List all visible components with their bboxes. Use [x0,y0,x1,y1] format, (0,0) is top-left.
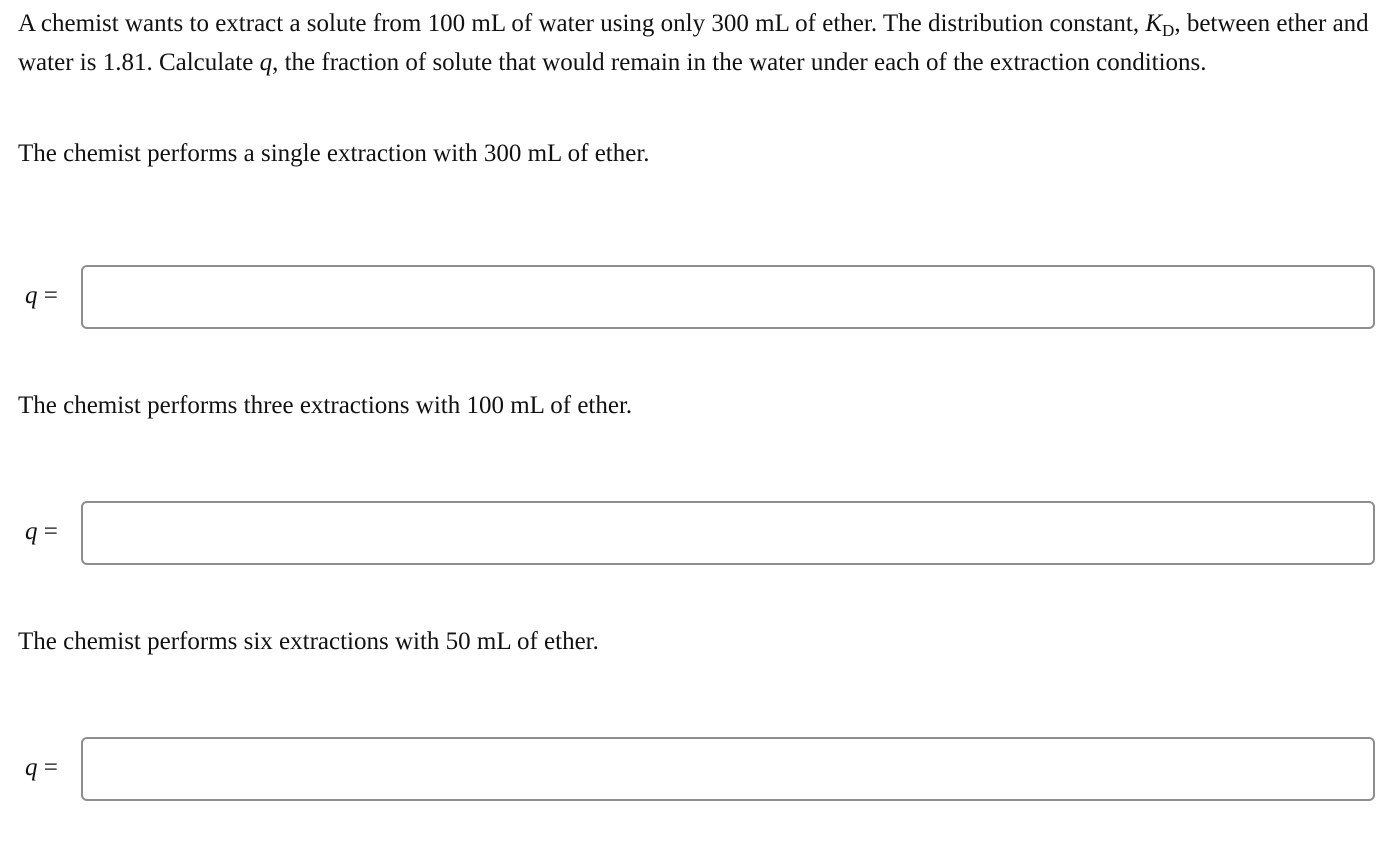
kd-subscript: D [1162,21,1175,40]
part2-prompt: The chemist performs three extractions with 100 mL of ether. [18,392,633,419]
question-text-part3: , the fraction of solute that would remain in the water under each of the extraction conditions. [272,49,1207,76]
question-text-part1: A chemist wants to extract a solute from 100 mL of water using only 300 mL of ether. The distribution constant, [18,10,1140,37]
part2-answer-row [0,501,1394,567]
part1-answer-input[interactable] [81,265,1375,329]
question-text-part2: , between ether and water is 1.81. Calculate [18,10,1369,76]
part3-answer-input[interactable] [81,737,1375,801]
question-text [18,4,1384,82]
part1-answer-label [25,279,58,313]
q-variable: q [25,754,38,781]
part2-answer-label [25,515,58,549]
part3-prompt: The chemist performs six extractions with 50 mL of ether. [18,628,599,655]
part1-answer-row [0,265,1394,331]
part2-answer-input[interactable] [81,501,1375,565]
q-variable: q [25,282,38,309]
q-symbol: q [259,49,273,76]
part3-answer-row [0,737,1394,803]
equals-sign: = [43,518,58,545]
part1-prompt: The chemist performs a single extraction with 300 mL of ether. [18,140,650,167]
q-variable: q [25,518,38,545]
equals-sign: = [43,282,58,309]
equals-sign: = [43,754,58,781]
kd-symbol: K [1145,10,1163,37]
part3-answer-label [25,751,58,785]
